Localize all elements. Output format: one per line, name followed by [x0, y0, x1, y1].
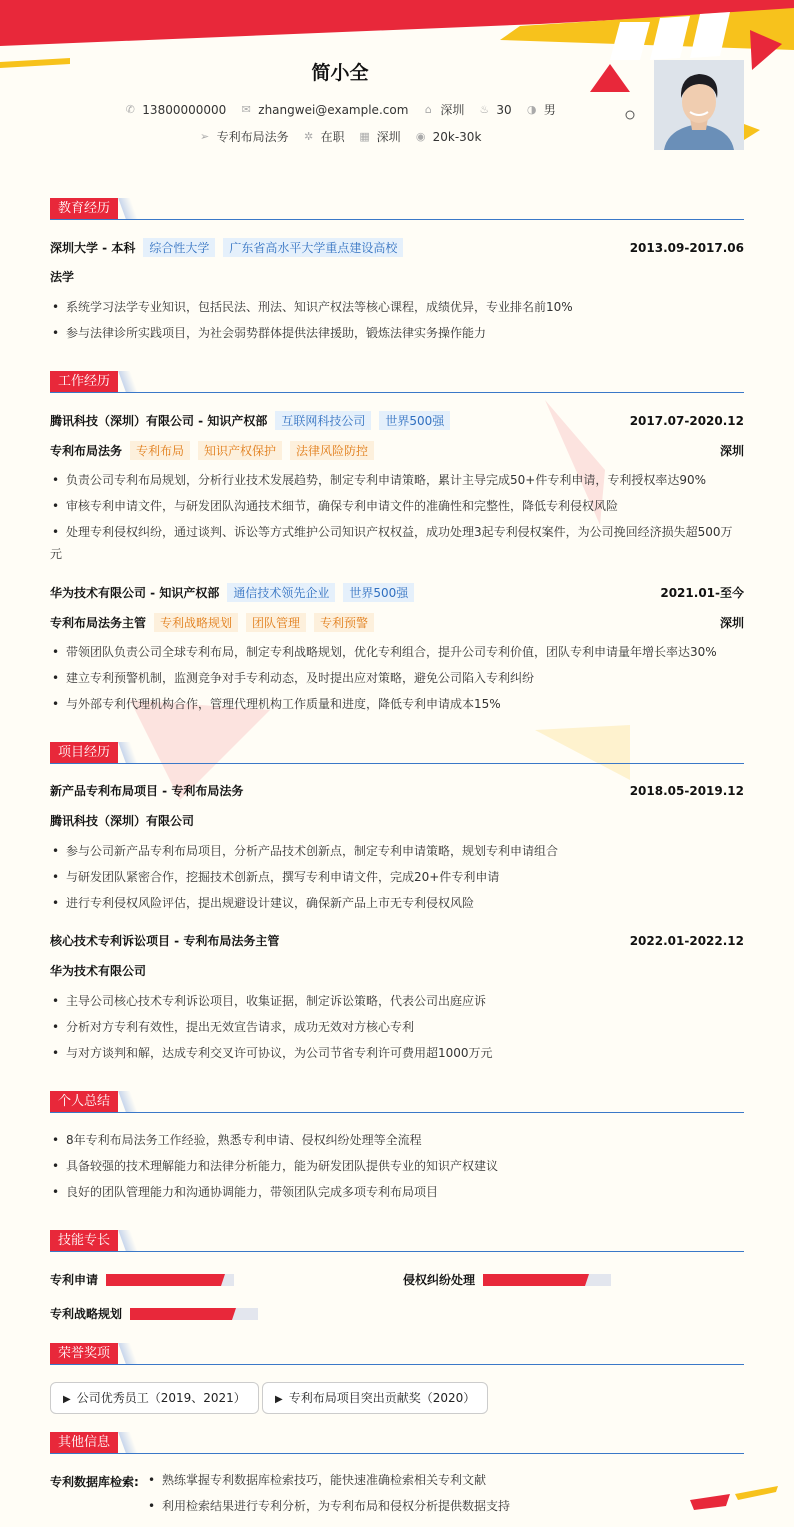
section-education	[50, 198, 744, 220]
project-title: 新产品专利布局项目 - 专利布局法务	[50, 784, 244, 798]
list-item: • 良好的团队管理能力和沟通协调能力，带领团队完成多项专利布局项目	[50, 1181, 744, 1203]
award-text: 专利布局项目突出贡献奖（2020）	[288, 1391, 476, 1405]
project-title: 核心技术专利诉讼项目 - 专利布局法务主管	[50, 934, 280, 948]
email-text[interactable]: zhangwei@example.com	[258, 102, 409, 117]
award-item	[50, 1382, 259, 1414]
role-tag: 团队管理	[246, 613, 306, 632]
project-date: 2022.01-2022.12	[629, 933, 744, 948]
school-tag: 综合性大学	[143, 238, 215, 257]
section-work	[50, 371, 744, 393]
award-item	[262, 1382, 488, 1414]
list-item: • 熟练掌握专利数据库检索技巧，能快速准确检索相关专利文献	[146, 1469, 706, 1491]
send-icon: ➢	[199, 129, 210, 143]
work-header	[50, 583, 744, 602]
school-tag: 广东省高水平大学重点建设高校	[223, 238, 403, 257]
skill-name: 侵权纠纷处理	[403, 1273, 476, 1287]
list-item: • 处理专利侵权纠纷，通过谈判、诉讼等方式维护公司知识产权权益，成功处理3起专利侵权案件，为公司挽回经济损失超500万	[50, 521, 744, 543]
salary-item	[415, 130, 482, 144]
role-tag: 法律风险防控	[290, 441, 374, 460]
section-awards-title: 荣誉奖项	[50, 1343, 118, 1364]
section-skills	[50, 1230, 744, 1252]
status-item	[303, 128, 345, 145]
project-header	[50, 782, 744, 799]
triangle-right-icon: ▶	[63, 1394, 71, 1405]
city-text: 深圳	[440, 103, 465, 117]
company-name: 华为技术有限公司 - 知识产权部	[50, 586, 220, 600]
project-date: 2018.05-2019.12	[629, 783, 744, 798]
work-header	[50, 411, 744, 430]
phone-text: 13800000000	[142, 102, 227, 117]
home-icon: ⌂	[424, 102, 432, 116]
section-skills-title: 技能专长	[50, 1230, 118, 1251]
cake-icon: ♨	[479, 102, 490, 116]
skill-bar-fill	[106, 1274, 221, 1286]
contact-row	[0, 101, 680, 118]
triangle-right-icon: ▶	[275, 1394, 283, 1405]
project-company: 华为技术有限公司	[50, 964, 147, 978]
status-icon: ✲	[303, 129, 314, 143]
section-awards	[50, 1343, 744, 1365]
company-tag: 世界500强	[379, 411, 450, 430]
salary-text: 20k-30k	[432, 129, 482, 144]
work-date: 2017.07-2020.12	[629, 413, 744, 428]
phone-icon: ✆	[125, 102, 135, 116]
major-row	[50, 268, 744, 285]
company-name: 腾讯科技（深圳）有限公司 - 知识产权部	[50, 414, 268, 428]
gender-text: 男	[543, 103, 556, 117]
section-other	[50, 1432, 744, 1454]
work-location: 深圳	[719, 444, 744, 458]
position-item	[199, 128, 289, 145]
section-other-title: 其他信息	[50, 1432, 118, 1453]
other-label: 专利数据库检索:	[50, 1475, 139, 1489]
list-item: • 分析对方专利有效性，提出无效宣告请求，成功无效对方核心专利	[50, 1016, 744, 1038]
gender-item	[526, 101, 556, 118]
skill-bar-fill	[130, 1308, 232, 1320]
skill-bar	[106, 1274, 234, 1286]
money-icon: ◉	[415, 129, 426, 143]
project-company: 腾讯科技（深圳）有限公司	[50, 814, 195, 828]
candidate-name: 简小全	[311, 62, 369, 84]
list-item: • 负责公司专利布局规划，分析行业技术发展趋势，制定专利申请策略，累计主导完成50+件专利申请，专利授权率达90%	[50, 469, 744, 491]
school-name: 深圳大学 - 本科	[50, 241, 136, 255]
age-item	[478, 103, 511, 117]
role-row	[50, 441, 744, 460]
company-tag: 互联网科技公司	[275, 411, 371, 430]
list-item: • 参与法律诊所实践项目，为社会弱势群体提供法律援助，锻炼法律实务操作能力	[50, 322, 744, 344]
work-date: 2021.01-至今	[660, 586, 744, 600]
list-item: • 利用检索结果进行专利分析，为专利布局和侵权分析提供数据支持	[146, 1495, 706, 1517]
section-projects-title: 项目经历	[50, 742, 118, 763]
role-row	[50, 613, 744, 632]
age-text: 30	[496, 102, 512, 117]
role-title: 专利布局法务	[50, 444, 123, 458]
list-item: • 与对方谈判和解，达成专利交叉许可协议，为公司节省专利许可费用超1000万元	[50, 1042, 744, 1064]
building-icon: ▦	[359, 129, 370, 143]
list-item: • 与研发团队紧密合作，挖掘技术创新点，撰写专利申请文件，完成20+件专利申请	[50, 866, 744, 888]
gender-icon: ◑	[526, 102, 537, 116]
role-tag: 专利预警	[314, 613, 374, 632]
skill-bar	[130, 1308, 258, 1320]
role-tag: 知识产权保护	[198, 441, 282, 460]
list-item: • 进行专利侵权风险评估，提出规避设计建议，确保新产品上市无专利侵权风险	[50, 892, 744, 914]
list-item: • 审核专利申请文件，与研发团队沟通技术细节，确保专利申请文件的准确性和完整性，降低专利侵权风险	[50, 495, 744, 517]
section-projects	[50, 742, 744, 764]
phone-item	[124, 103, 226, 117]
city-item	[422, 101, 464, 118]
list-item: • 具备较强的技术理解能力和法律分析能力，能为研发团队提供专业的知识产权建议	[50, 1155, 744, 1177]
list-item: • 与外部专利代理机构合作，管理代理机构工作质量和进度，降低专利申请成本15%	[50, 693, 744, 715]
list-item: • 系统学习法学专业知识，包括民法、刑法、知识产权法等核心课程，成绩优异，专业排名前10%	[50, 296, 744, 318]
education-header	[50, 238, 744, 257]
role-title: 专利布局法务主管	[50, 616, 147, 630]
work-location: 深圳	[719, 616, 744, 630]
section-work-title: 工作经历	[50, 371, 118, 392]
skill-name: 专利战略规划	[50, 1307, 123, 1321]
skill-bar	[483, 1274, 611, 1286]
email-item[interactable]	[240, 103, 408, 117]
skill-name: 专利申请	[50, 1273, 99, 1287]
section-summary-title: 个人总结	[50, 1091, 118, 1112]
avatar-portrait	[654, 60, 744, 150]
job-intent-row	[0, 128, 680, 145]
project-company-row	[50, 812, 744, 829]
status-text: 在职	[320, 130, 345, 144]
list-item-wrap: 元	[50, 547, 63, 561]
mail-icon: ✉	[241, 102, 251, 116]
role-tag: 专利布局	[130, 441, 190, 460]
target-city-item	[359, 128, 401, 145]
section-summary	[50, 1091, 744, 1113]
company-tag: 世界500强	[343, 583, 414, 602]
avatar	[654, 60, 744, 150]
role-tag: 专利战略规划	[154, 613, 238, 632]
project-header	[50, 932, 744, 949]
major: 法学	[50, 270, 75, 284]
list-item: • 带领团队负责公司全球专利布局，制定专利战略规划，优化专利组合，提升公司专利价值，团队专利申请量年增长率达30%	[50, 641, 744, 663]
list-item: • 参与公司新产品专利布局项目，分析产品技术创新点，制定专利申请策略，规划专利申请组合	[50, 840, 744, 862]
list-item: • 主导公司核心技术专利诉讼项目，收集证据，制定诉讼策略，代表公司出庭应诉	[50, 990, 744, 1012]
award-text: 公司优秀员工（2019、2021）	[76, 1391, 246, 1405]
list-item: • 8年专利布局法务工作经验，熟悉专利申请、侵权纠纷处理等全流程	[50, 1129, 744, 1151]
section-education-title: 教育经历	[50, 198, 118, 219]
target-city-text: 深圳	[376, 130, 401, 144]
list-item: • 建立专利预警机制，监测竞争对手专利动态，及时提出应对策略，避免公司陷入专利纠纷	[50, 667, 744, 689]
position-text: 专利布局法务	[216, 130, 289, 144]
company-tag: 通信技术领先企业	[227, 583, 335, 602]
education-date: 2013.09-2017.06	[629, 240, 744, 255]
project-company-row	[50, 962, 744, 979]
skill-bar-fill	[483, 1274, 585, 1286]
